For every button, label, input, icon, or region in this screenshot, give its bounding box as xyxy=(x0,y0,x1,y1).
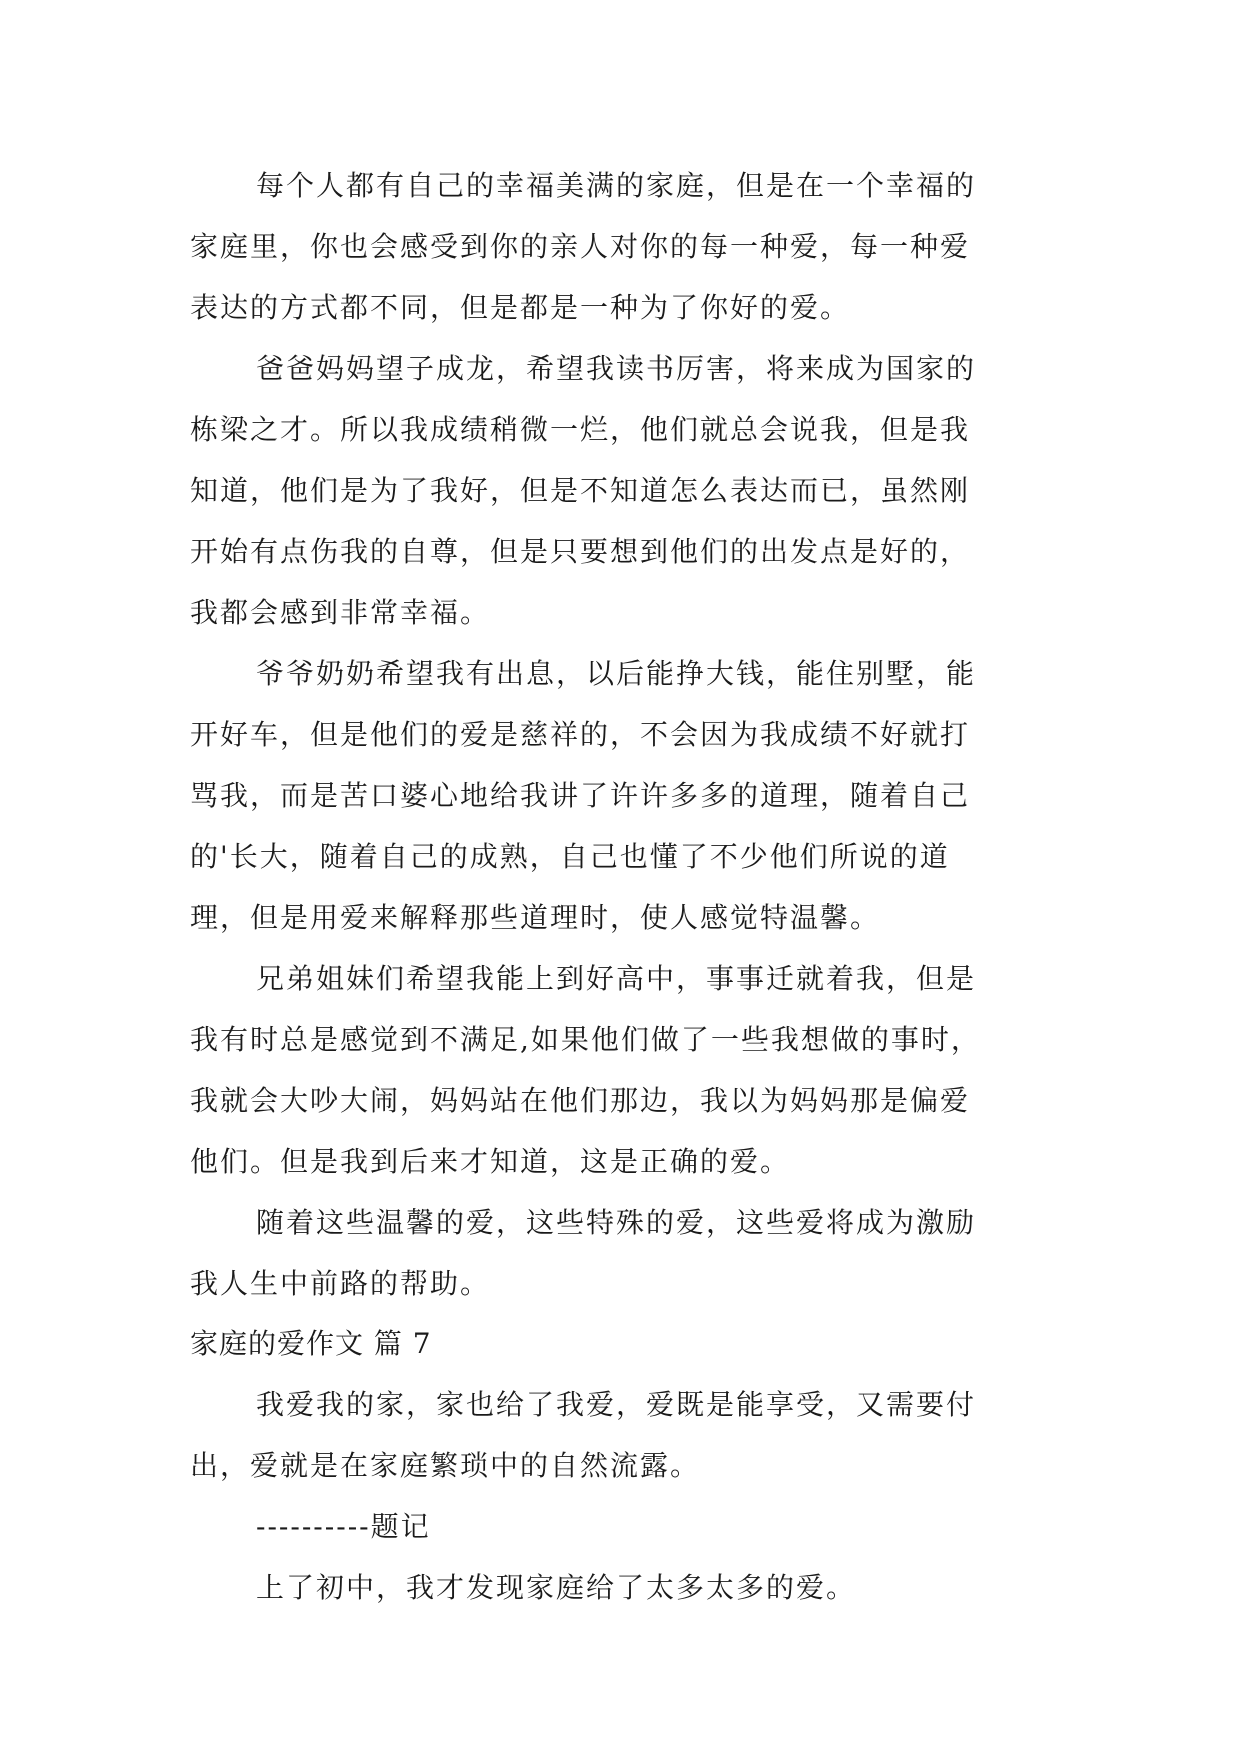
paragraph-line: 我人生中前路的帮助。 xyxy=(190,1267,491,1300)
paragraph-line: 骂我，而是苦口婆心地给我讲了许许多多的道理，随着自己 xyxy=(190,779,971,812)
paragraph-first-line: 爷爷奶奶希望我有出息，以后能挣大钱，能住别墅，能 xyxy=(256,657,977,690)
paragraph-line: 知道，他们是为了我好，但是不知道怎么表达而已，虽然刚 xyxy=(190,474,971,507)
paragraph xyxy=(190,1192,1065,1314)
paragraph-line: 家庭里，你也会感受到你的亲人对你的每一种爱，每一种爱 xyxy=(190,230,971,263)
paragraph xyxy=(190,1374,1065,1496)
paragraph-line: 的'长大，随着自己的成熟，自己也懂了不少他们所说的道 xyxy=(190,840,950,873)
paragraph xyxy=(190,338,1065,643)
paragraph-line: 栋梁之才。所以我成绩稍微一烂，他们就总会说我，但是我 xyxy=(190,413,971,446)
paragraph xyxy=(190,1557,1065,1618)
paragraph-first-line: 我爱我的家，家也给了我爱，爱既是能享受，又需要付 xyxy=(256,1388,977,1421)
paragraph-first-line: 随着这些温馨的爱，这些特殊的爱，这些爱将成为激励 xyxy=(256,1206,977,1239)
paragraph xyxy=(190,643,1065,948)
paragraph xyxy=(190,1496,1065,1557)
paragraph-line: 理，但是用爱来解释那些道理时，使人感觉特温馨。 xyxy=(190,901,881,934)
paragraph-first-line: 兄弟姐妹们希望我能上到好高中，事事迁就着我，但是 xyxy=(256,962,977,995)
paragraph-line: 出，爱就是在家庭繁琐中的自然流露。 xyxy=(190,1449,701,1482)
paragraph-line: 表达的方式都不同，但是都是一种为了你好的爱。 xyxy=(190,291,851,324)
paragraph-first-line: 每个人都有自己的幸福美满的家庭，但是在一个幸福的 xyxy=(256,169,977,202)
document-body xyxy=(190,155,1065,1618)
section-heading: 家庭的爱作文 篇 7 xyxy=(190,1327,432,1360)
paragraph-line: 开始有点伤我的自尊，但是只要想到他们的出发点是好的， xyxy=(190,535,971,568)
paragraph-first-line: 上了初中，我才发现家庭给了太多太多的爱。 xyxy=(256,1571,857,1604)
paragraph-line: 我有时总是感觉到不满足,如果他们做了一些我想做的事时， xyxy=(190,1023,981,1056)
paragraph xyxy=(190,948,1065,1192)
paragraph-line: 他们。但是我到后来才知道，这是正确的爱。 xyxy=(190,1145,791,1178)
paragraph-line: 我都会感到非常幸福。 xyxy=(190,596,491,629)
paragraph xyxy=(190,155,1065,338)
paragraph-first-line: ----------题记 xyxy=(256,1510,431,1543)
paragraph-first-line: 爸爸妈妈望子成龙，希望我读书厉害，将来成为国家的 xyxy=(256,352,977,385)
paragraph-line: 我就会大吵大闹，妈妈站在他们那边，我以为妈妈那是偏爱 xyxy=(190,1084,971,1117)
paragraph-line: 开好车，但是他们的爱是慈祥的，不会因为我成绩不好就打 xyxy=(190,718,971,751)
